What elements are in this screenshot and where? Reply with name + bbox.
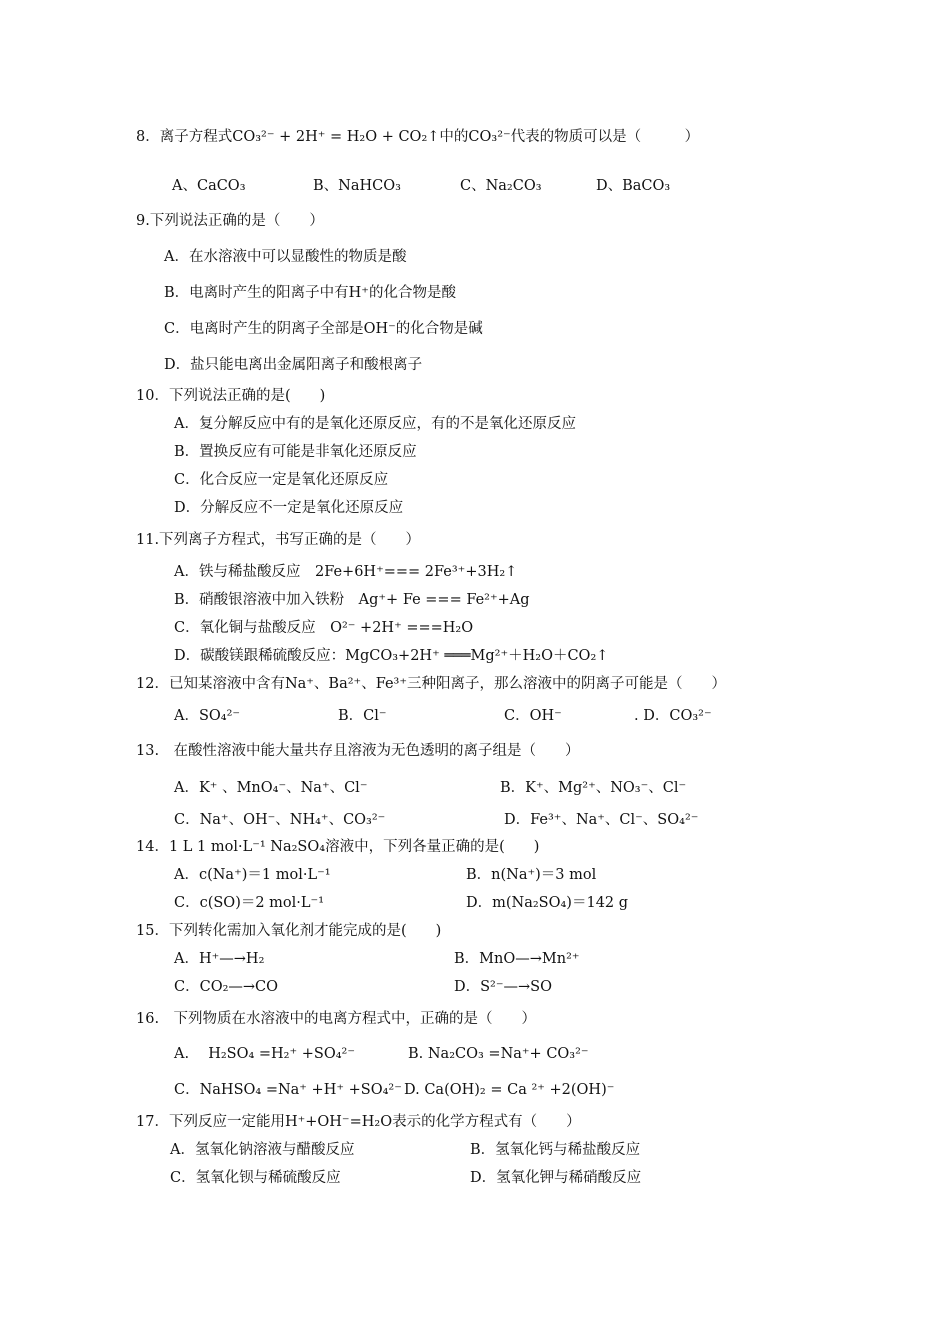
q15-option-a: A．H⁺—→H₂ [174, 951, 265, 967]
q16-stem: 16. 下列物质在水溶液中的电离方程式中，正确的是（ ） [136, 1011, 537, 1027]
q9-option-c: C．电离时产生的阴离子全部是OH⁻的化合物是碱 [164, 321, 483, 337]
q12-option-a: A．SO₄²⁻ [174, 708, 241, 724]
q12-option-b: B．Cl⁻ [338, 708, 387, 724]
q17-option-a: A．氢氧化钠溶液与醋酸反应 [170, 1142, 355, 1158]
q14-option-a: A．c(Na⁺)＝1 mol·L⁻¹ [174, 867, 331, 883]
q13-option-c: C．Na⁺、OH⁻、NH₄⁺、CO₃²⁻ [174, 812, 386, 828]
q12-stem: 12．已知某溶液中含有Na⁺、Ba²⁺、Fe³⁺三种阳离子，那么溶液中的阴离子可能是（ ） [136, 676, 727, 692]
q10-option-d: D．分解反应不一定是氧化还原反应 [174, 500, 404, 516]
q15-stem: 15．下列转化需加入氧化剂才能完成的是( ) [136, 923, 442, 939]
q11-option-b: B．硝酸银溶液中加入铁粉 Ag⁺+ Fe === Fe²⁺+Ag [174, 592, 530, 608]
q8-option-d: D、BaCO₃ [596, 178, 671, 194]
q14-stem: 14．1 L 1 mol·L⁻¹ Na₂SO₄溶液中，下列各量正确的是( ) [136, 839, 540, 855]
q17-stem: 17．下列反应一定能用H⁺+OH⁻=H₂O表示的化学方程式有（ ） [136, 1114, 581, 1130]
q8-option-a: A、CaCO₃ [172, 178, 246, 194]
q9-option-d: D．盐只能电离出金属阳离子和酸根离子 [164, 357, 423, 373]
q15-option-b: B．MnO—→Mn²⁺ [454, 951, 580, 967]
q17-option-b: B．氢氧化钙与稀盐酸反应 [470, 1142, 641, 1158]
q14-option-c: C．c(SO)＝2 mol·L⁻¹ [174, 895, 325, 911]
q13-stem: 13. 在酸性溶液中能大量共存且溶液为无色透明的离子组是（ ） [136, 743, 580, 759]
q11-option-d: D．碳酸镁跟稀硫酸反应：MgCO₃+2H⁺ ═══Mg²⁺＋H₂O＋CO₂↑ [174, 648, 609, 664]
q8-stem: 8．离子方程式CO₃²⁻ + 2H⁺ = H₂O + CO₂↑中的CO₃²⁻代表的物质可以是（ ） [136, 129, 700, 145]
q13-option-b: B．K⁺、Mg²⁺、NO₃⁻、Cl⁻ [500, 780, 687, 796]
q17-option-d: D．氢氧化钾与稀硝酸反应 [470, 1170, 642, 1186]
q15-option-d: D．S²⁻—→SO [454, 979, 552, 995]
q8-option-c: C、Na₂CO₃ [460, 178, 542, 194]
q8-option-b: B、NaHCO₃ [313, 178, 401, 194]
q9-option-b: B．电离时产生的阳离子中有H⁺的化合物是酸 [164, 285, 456, 301]
q10-option-a: A．复分解反应中有的是氧化还原反应，有的不是氧化还原反应 [174, 416, 576, 432]
q15-option-c: C．CO₂—→CO [174, 979, 279, 995]
q16-option-c: C．NaHSO₄ =Na⁺ +H⁺ +SO₄²⁻ [174, 1082, 402, 1098]
q11-option-c: C．氧化铜与盐酸反应 O²⁻ +2H⁺ ===H₂O [174, 620, 474, 636]
q13-option-d: D．Fe³⁺、Na⁺、Cl⁻、SO₄²⁻ [504, 812, 699, 828]
q16-option-d: D. Ca(OH)₂ = Ca ²⁺ +2(OH)⁻ [404, 1082, 615, 1098]
q17-option-c: C．氢氧化钡与稀硫酸反应 [170, 1170, 341, 1186]
q13-option-a: A．K⁺ 、MnO₄⁻、Na⁺、Cl⁻ [174, 780, 368, 796]
q16-option-a: A. H₂SO₄ =H₂⁺ +SO₄²⁻ [174, 1046, 356, 1062]
q16-option-b: B. Na₂CO₃ =Na⁺+ CO₃²⁻ [408, 1046, 589, 1062]
q12-option-d: . D．CO₃²⁻ [634, 708, 712, 724]
q11-option-a: A．铁与稀盐酸反应 2Fe+6H⁺=== 2Fe³⁺+3H₂↑ [174, 564, 518, 580]
q10-option-c: C．化合反应一定是氧化还原反应 [174, 472, 389, 488]
q11-stem: 11.下列离子方程式，书写正确的是（ ） [136, 532, 421, 548]
q12-option-c: C．OH⁻ [504, 708, 562, 724]
q14-option-b: B．n(Na⁺)＝3 mol [466, 867, 597, 883]
q14-option-d: D．m(Na₂SO₄)＝142 g [466, 895, 629, 911]
q9-stem: 9.下列说法正确的是（ ） [136, 213, 324, 229]
q10-stem: 10．下列说法正确的是( ) [136, 388, 326, 404]
q10-option-b: B．置换反应有可能是非氧化还原反应 [174, 444, 417, 460]
q9-option-a: A．在水溶液中可以显酸性的物质是酸 [164, 249, 407, 265]
